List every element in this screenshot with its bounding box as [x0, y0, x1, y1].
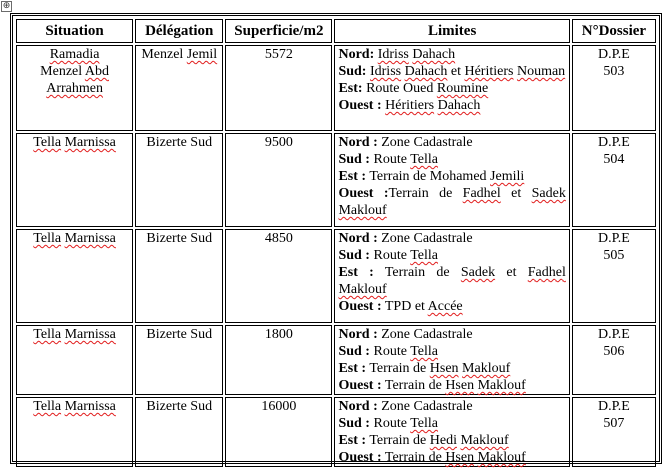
- cell-delegation[interactable]: Bizerte Sud: [135, 397, 223, 467]
- limite-label: Nord :: [338, 135, 378, 150]
- table-move-handle-icon[interactable]: ⊕: [2, 1, 11, 11]
- limite-line: [338, 298, 565, 315]
- limite-label: Est:: [338, 81, 363, 96]
- table-row: [16, 133, 656, 227]
- limite-line: [338, 151, 565, 168]
- cell-superficie[interactable]: 1800: [225, 325, 332, 395]
- header-dossier[interactable]: N°Dossier: [572, 19, 656, 43]
- limite-line: [338, 377, 565, 394]
- cell-situation[interactable]: Tella Marnissa: [16, 133, 133, 227]
- limite-line: [338, 326, 565, 343]
- cell-superficie[interactable]: 4850: [225, 229, 332, 323]
- limite-text: Route Tella: [373, 416, 438, 431]
- cell-dossier[interactable]: D.P.E 503: [572, 45, 656, 131]
- limite-text: Zone Cadastrale: [381, 327, 473, 342]
- limite-text: Terrain de Hedi Maklouf: [369, 433, 509, 448]
- cell-superficie[interactable]: 9500: [225, 133, 332, 227]
- cell-delegation[interactable]: Bizerte Sud: [135, 229, 223, 323]
- cell-superficie[interactable]: 5572: [225, 45, 332, 131]
- limite-label: Sud :: [338, 344, 370, 359]
- cell-situation[interactable]: Tella Marnissa: [16, 325, 133, 395]
- parcel-table: [14, 17, 658, 469]
- cell-limites[interactable]: [334, 45, 569, 131]
- limite-label: Est :: [338, 169, 367, 184]
- limite-line: [338, 168, 565, 185]
- limite-line: [338, 230, 565, 247]
- limite-label: Ouest :: [338, 299, 382, 314]
- limite-text: Terrain de Mohamed Jemili: [369, 169, 525, 184]
- limite-text: Route Oued Roumine: [366, 81, 489, 96]
- table-row: [16, 229, 656, 323]
- limite-line: [338, 343, 565, 360]
- limite-label: Est :: [338, 361, 367, 376]
- limite-line: [338, 80, 565, 97]
- table-row: [16, 397, 656, 467]
- table-row: [16, 45, 656, 131]
- limite-line: [338, 398, 565, 415]
- limite-label: Nord :: [338, 231, 378, 246]
- limite-text: Route Tella: [373, 152, 438, 167]
- limite-label: Ouest :: [338, 450, 382, 465]
- limite-label: Sud :: [338, 248, 370, 263]
- limite-label: Nord :: [338, 327, 378, 342]
- limite-line: [338, 247, 565, 264]
- cell-limites[interactable]: [334, 325, 569, 395]
- limite-line: [338, 185, 565, 219]
- limite-line: [338, 360, 565, 377]
- limite-label: Ouest :: [338, 378, 382, 393]
- limite-label: Sud:: [338, 64, 367, 79]
- cell-limites[interactable]: [334, 397, 569, 467]
- limite-label: Est :: [338, 265, 374, 280]
- limite-line: [338, 46, 565, 63]
- cell-dossier[interactable]: D.P.E 507: [572, 397, 656, 467]
- parcel-table-frame: [10, 13, 662, 464]
- header-superficie[interactable]: Superficie/m2: [225, 19, 332, 43]
- limite-text: Héritiers Dahach: [385, 98, 481, 113]
- limite-label: Ouest :: [338, 186, 389, 201]
- cell-situation[interactable]: Tella Marnissa: [16, 397, 133, 467]
- limite-text: TPD et Accée: [384, 299, 463, 314]
- limite-label: Sud :: [338, 416, 370, 431]
- cell-delegation[interactable]: Menzel Jemil: [135, 45, 223, 131]
- limite-text: Terrain de Sadek et Fadhel Maklouf: [338, 265, 566, 297]
- limite-label: Est :: [338, 433, 367, 448]
- limite-label: Nord :: [338, 399, 378, 414]
- limite-line: [338, 63, 565, 80]
- cell-limites[interactable]: [334, 229, 569, 323]
- limite-text: Terrain de Hsen Maklouf: [384, 450, 526, 465]
- limite-line: [338, 134, 565, 151]
- limite-text: Route Tella: [373, 248, 438, 263]
- limite-line: [338, 449, 565, 466]
- limite-label: Sud :: [338, 152, 370, 167]
- header-limites[interactable]: Limites: [334, 19, 569, 43]
- header-situation[interactable]: Situation: [16, 19, 133, 43]
- cell-dossier[interactable]: D.P.E 506: [572, 325, 656, 395]
- limite-text: Zone Cadastrale: [381, 231, 473, 246]
- limite-line: [338, 415, 565, 432]
- limite-line: [338, 432, 565, 449]
- cell-delegation[interactable]: Bizerte Sud: [135, 133, 223, 227]
- limite-text: Terrain de Hsen Maklouf: [384, 378, 526, 393]
- cell-dossier[interactable]: D.P.E 505: [572, 229, 656, 323]
- cell-limites[interactable]: [334, 133, 569, 227]
- cell-superficie[interactable]: 16000: [225, 397, 332, 467]
- limite-text: Idriss Dahach: [377, 47, 456, 62]
- header-row: [16, 19, 656, 43]
- header-delegation[interactable]: Délégation: [135, 19, 223, 43]
- limite-text: Zone Cadastrale: [381, 399, 473, 414]
- table-row: [16, 325, 656, 395]
- limite-label: Nord:: [338, 47, 375, 62]
- cell-situation[interactable]: Ramadia Menzel Abd Arrahmen: [16, 45, 133, 131]
- limite-text: Terrain de Fadhel et Sadek Maklouf: [338, 186, 566, 218]
- limite-text: Zone Cadastrale: [381, 135, 473, 150]
- cell-delegation[interactable]: Bizerte Sud: [135, 325, 223, 395]
- cell-dossier[interactable]: D.P.E 504: [572, 133, 656, 227]
- limite-text: Route Tella: [373, 344, 438, 359]
- limite-line: [338, 97, 565, 114]
- limite-line: [338, 264, 565, 298]
- cell-situation[interactable]: Tella Marnissa: [16, 229, 133, 323]
- limite-text: Terrain de Hsen Maklouf: [369, 361, 511, 376]
- limite-label: Ouest :: [338, 98, 382, 113]
- limite-text: Idriss Dahach et Héritiers Nouman: [369, 64, 566, 79]
